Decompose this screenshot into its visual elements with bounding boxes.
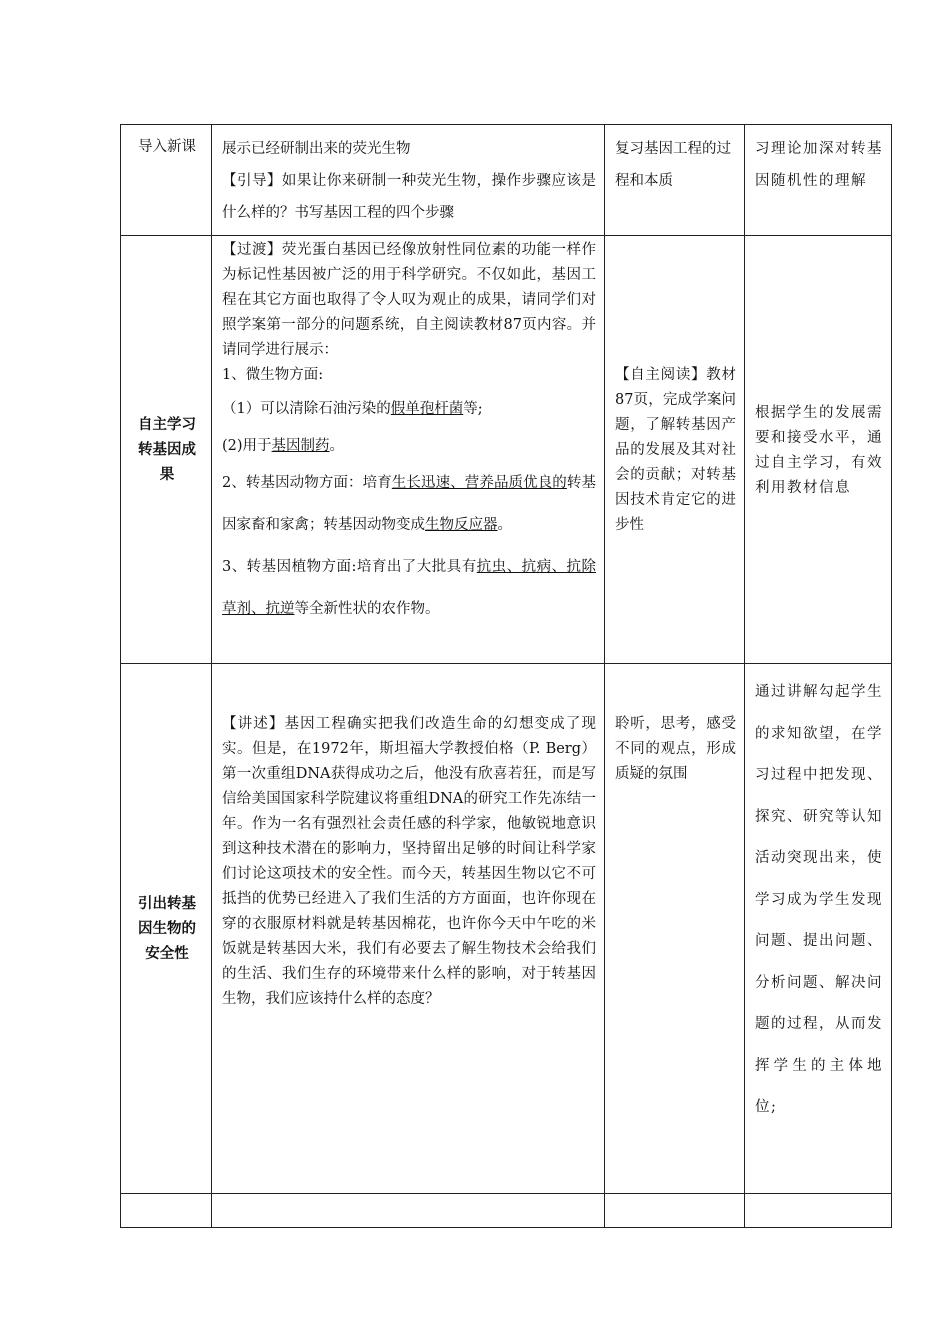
stage-label: 导入新课 (138, 139, 196, 155)
empty-cell (605, 1194, 745, 1228)
student-text: 复习基因工程的过程和本质 (615, 141, 731, 189)
activity-cell (212, 664, 605, 1194)
activity-line: 【引导】如果让你来研制一种荧光生物，操作步骤应该是什么样的？书写基因工程的四个步骤 (222, 173, 596, 221)
intent-text: 根据学生的发展需要和接受水平，通过自主学习，有效利用教材信息 (755, 404, 883, 496)
stage-cell (121, 664, 212, 1194)
student-cell (605, 236, 745, 664)
table-row (121, 125, 892, 236)
intent-cell (745, 236, 892, 664)
animal-item: 2、转基因动物方面：培育生长迅速、营养品质优良的转基因家畜和家禽；转基因动物变成生物反应器。 (222, 475, 596, 533)
table-row (121, 664, 892, 1194)
intent-text: 通过讲解勾起学生的求知欲望，在学习过程中把发现、探究、研究等认知活动突现出来，使学习成为学生发现问题、提出问题、分析问题、解决问题的过程，从而发挥学生的主体地位; (755, 684, 883, 1115)
table-row (121, 1194, 892, 1228)
intent-text: 习理论加深对转基因随机性的理解 (755, 141, 883, 189)
microbe-item-1: （1）可以清除石油污染的假单孢杆菌等; (222, 401, 483, 417)
plant-item: 3、转基因植物方面:培育出了大批具有抗虫、抗病、抗除草剂、抗逆等全新性状的农作物。 (222, 559, 597, 617)
stage-label: 引出转基因生物的安全性 (138, 896, 196, 962)
microbe-heading: 1、微生物方面: (222, 367, 324, 383)
lesson-plan-table (120, 124, 892, 1228)
table-row (121, 236, 892, 664)
microbe-item-2: (2)用于基因制药。 (222, 438, 345, 454)
activity-line: 展示已经研制出来的荧光生物 (222, 141, 411, 157)
student-cell (605, 664, 745, 1194)
empty-cell (212, 1194, 605, 1228)
empty-cell (745, 1194, 892, 1228)
activity-cell (212, 236, 605, 664)
transition-paragraph: 【过渡】荧光蛋白基因已经像放射性同位素的功能一样作为标记性基因被广泛的用于科学研究。不仅如此，基因工程在其它方面也取得了令人叹为观止的成果，请同学们对照学案第一部分的问题系统，自主阅读教材87页内容。并请同学进行展示： (222, 242, 596, 358)
empty-cell (121, 1194, 212, 1228)
stage-label: 自主学习转基因成果 (138, 417, 196, 483)
lecture-paragraph: 【讲述】基因工程确实把我们改造生命的幻想变成了现实。但是，在1972年，斯坦福大学教授伯格（P. Berg）第一次重组DNA获得成功之后，他没有欣喜若狂，而是写信给美国国家科学院建议将重组DNA的研究工作先冻结一年。作为一名有强烈社会责任感的科学家，他敏锐地意识到这种技术潜在的影响力，坚持留出足够的时间让科学家们讨论这项技术的安全性。而今天，转基因生物以它不可抵挡的优势已经进入了我们生活的方方面面，也许你现在穿的衣服原材料就是转基因棉花，也许你今天中午吃的米饭就是转基因大米，我们有必要去了解生物技术会给我们的生活、我们生存的环境带来什么样的影响，对于转基因生物，我们应该持什么样的态度？ (222, 716, 596, 1007)
student-text: 聆听，思考，感受不同的观点，形成质疑的氛围 (615, 716, 736, 782)
student-text: 【自主阅读】教材87页，完成学案问题，了解转基因产品的发展及其对社会的贡献；对转基因技术肯定它的进步性 (615, 367, 736, 533)
activity-cell (212, 125, 605, 236)
stage-cell (121, 125, 212, 236)
intent-cell (745, 125, 892, 236)
student-cell (605, 125, 745, 236)
intent-cell (745, 664, 892, 1194)
stage-cell (121, 236, 212, 664)
